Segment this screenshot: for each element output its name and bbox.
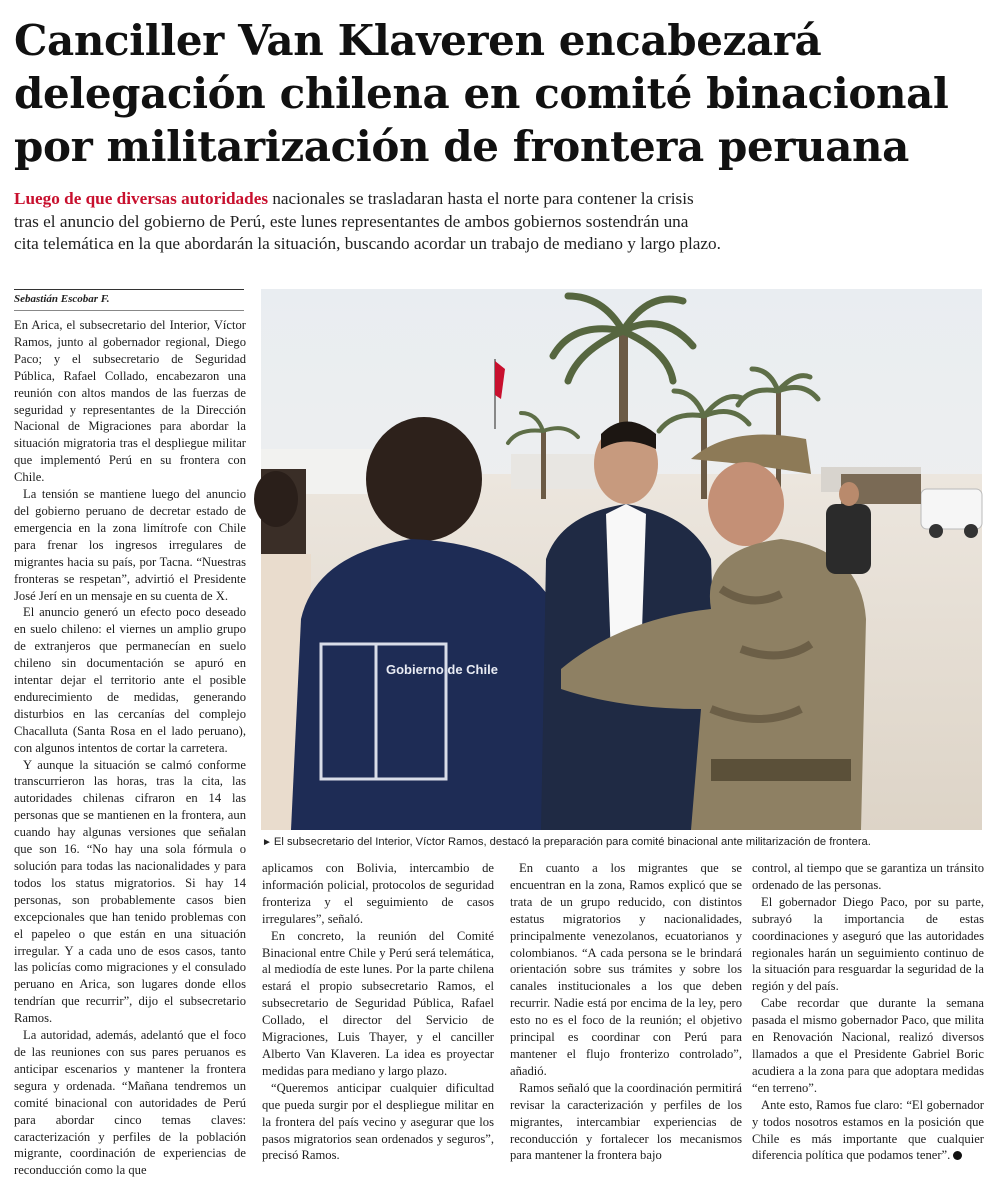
article-paragraph: En Arica, el subsecretario del Interior, Víctor Ramos, junto al gobernador regional, Diego Paco; y el subsecretario de Seguridad Pública, Rafael Collado, encabezaron una reunión con altos mandos de las fuerzas de seguridad y representantes de la Dirección Nacional de Migraciones para abordar la situación migratoria tras el despliegue militar que implementó Perú en su frontera con Chile. [14, 318, 246, 485]
article-paragraph: El gobernador Diego Paco, por su parte, subrayó la importancia de estas coordinaciones y aseguró que las autoridades regionales harán un seguimiento continuo de la situación para resguardar la seguridad de la región y del país. [752, 894, 984, 994]
lead-line: cita telemática en la que abordarán la situación, buscando acordar un trabajo de mediano y largo plazo. [14, 234, 721, 253]
caption-text: El subsecretario del Interior, Víctor Ramos, destacó la preparación para comité binacional ante militarización de frontera. [273, 836, 871, 848]
end-of-article-icon [953, 1151, 962, 1160]
headline-line: Canciller Van Klaveren encabezará [14, 16, 822, 65]
article-paragraph: En concreto, la reunión del Comité Binacional entre Chile y Perú será telemática, al mediodía de este lunes. Por la parte chilena estará el propio subsecretario Ramos, el subsecretario de Seguridad Pública, Rafael Collado, el director del Servicio de Migraciones, Luis Thayer, y el canciller Alberto Van Klaveren. La idea es proyectar medidas para mediano y largo plazo. [262, 928, 494, 1078]
lead-highlight: Luego de que diversas autoridades [14, 189, 269, 208]
lead-line [14, 188, 984, 211]
article-column-1 [14, 317, 246, 1178]
caption-arrow-icon: ► [262, 837, 272, 848]
article-paragraph: “Queremos anticipar cualquier dificultad que pueda surgir por el despliegue militar en la frontera del país vecino y asegurar que los pasos migratorios sean ordenados y seguros”, precisó Ramos. [262, 1080, 494, 1163]
article-paragraph: Cabe recordar que durante la semana pasada el mismo gobernador Paco, que milita en Renovación Nacional, realizó diversos llamados a que el Presidente Gabriel Boric acudiera a la zona para que adoptara medidas “en terreno”. [752, 996, 984, 1095]
article-paragraph: aplicamos con Bolivia, intercambio de información policial, protocolos de seguridad fronteriza y el seguimiento de casos irregulares”, señaló. [262, 861, 494, 926]
byline-rule [14, 310, 244, 311]
article-paragraph: Ramos señaló que la coordinación permitirá revisar la caracterización y perfiles de los migrantes, intercambiar experiencias de reconducción y fortalecer los mecanismos para mantener la frontera bajo [510, 1080, 742, 1163]
article-paragraph: En cuanto a los migrantes que se encuentran en la zona, Ramos explicó que se trata de un grupo reducido, con distintos estatus migratorios y nacionalidades, principalmente venezolanos, ecuatorianos y colombianos. “A cada persona se le brindará orientación sobre sus trámites y sobre los canales institucionales a los que deben recurrir. Nadie está por encima de la ley, pero esto no es el foco de la reunión; el objetivo principal es coordinar con Perú para mantener el flujo fronterizo controlado”, añadió. [510, 861, 742, 1078]
byline: Sebastián Escobar F. [14, 293, 110, 305]
photo-caption [262, 834, 984, 851]
headline-line: delegación chilena en comité binacional [14, 69, 949, 118]
article-photo [261, 289, 982, 830]
lead-paragraph [14, 188, 984, 256]
article-closing-text: Ante esto, Ramos fue claro: “El gobernador y todos nosotros estamos en la posición que Chile es más importante que cualquier diferencia política que podamos tener”. [752, 1097, 984, 1163]
article-paragraph: La autoridad, además, adelantó que el foco de las reuniones con sus pares peruanos es anticipar escenarios y mantener la frontera segura y ordenada. “Mañana tendremos un comité binacional con autoridades de Perú para abordar cinco temas claves: caracterización y perfiles de la población migrante, coordinación de experiencias de reconducción como la que [14, 1028, 246, 1178]
article-column-3 [510, 860, 742, 1163]
lead-line: tras el anuncio del gobierno de Perú, este lunes representantes de ambos gobiernos sostendrán una [14, 211, 689, 231]
lead-line-rest: nacionales se trasladaran hasta el norte para contener la crisis [268, 189, 694, 208]
article-paragraph: control, al tiempo que se garantiza un tránsito ordenado de las personas. [752, 861, 984, 892]
headline [14, 14, 984, 173]
jacket-logo-text: Gobierno de Chile [386, 662, 498, 677]
article-column-2 [262, 860, 494, 1163]
article-paragraph: Y aunque la situación se calmó conforme transcurrieron las horas, tras la cita, las autoridades chilenas cifraron en 14 las personas que se mantienen en la frontera, aun cuando hay algunas versiones que señalan que son 16. “No hay una sola fórmula o solución para todas las nacionalidades y para todos los status migratorios. Si hay 14 personas, son probablemente casos bien excepcionales que han tenido problemas con el papeleo o que están en una situación irregular. Y a cada uno de esos casos, tanto las policías como migraciones y el consulado peruano en Arica, son lugares donde ellos tendrían que recurrir”, dijo el subsecretario Ramos. [14, 757, 246, 1026]
headline-line: por militarización de frontera peruana [14, 122, 909, 171]
article-paragraph: La tensión se mantiene luego del anuncio del gobierno peruano de decretar estado de emergencia en la zona limítrofe con Chile para frenar los ingresos irregulares de migrantes hacia su país, por Tacna. “Nuestras fronteras se respetan”, advirtió el Presidente José Jerí en un mensaje en su cuenta de X. [14, 487, 246, 603]
article-paragraph: El anuncio generó un efecto poco deseado en suelo chileno: el viernes un amplio grupo de extranjeros que permanecían en suelo chileno sin documentación se apuró en intentar dejar el territorio ante el posible endurecimiento de medidas, generando disturbios en las cercanías del complejo Chacalluta (Santa Rosa en el lado peruano), con algunos intentos de cortar la carretera. [14, 605, 246, 755]
article-paragraph [752, 1097, 984, 1165]
article-column-4 [752, 860, 984, 1163]
byline-rule [14, 289, 244, 290]
